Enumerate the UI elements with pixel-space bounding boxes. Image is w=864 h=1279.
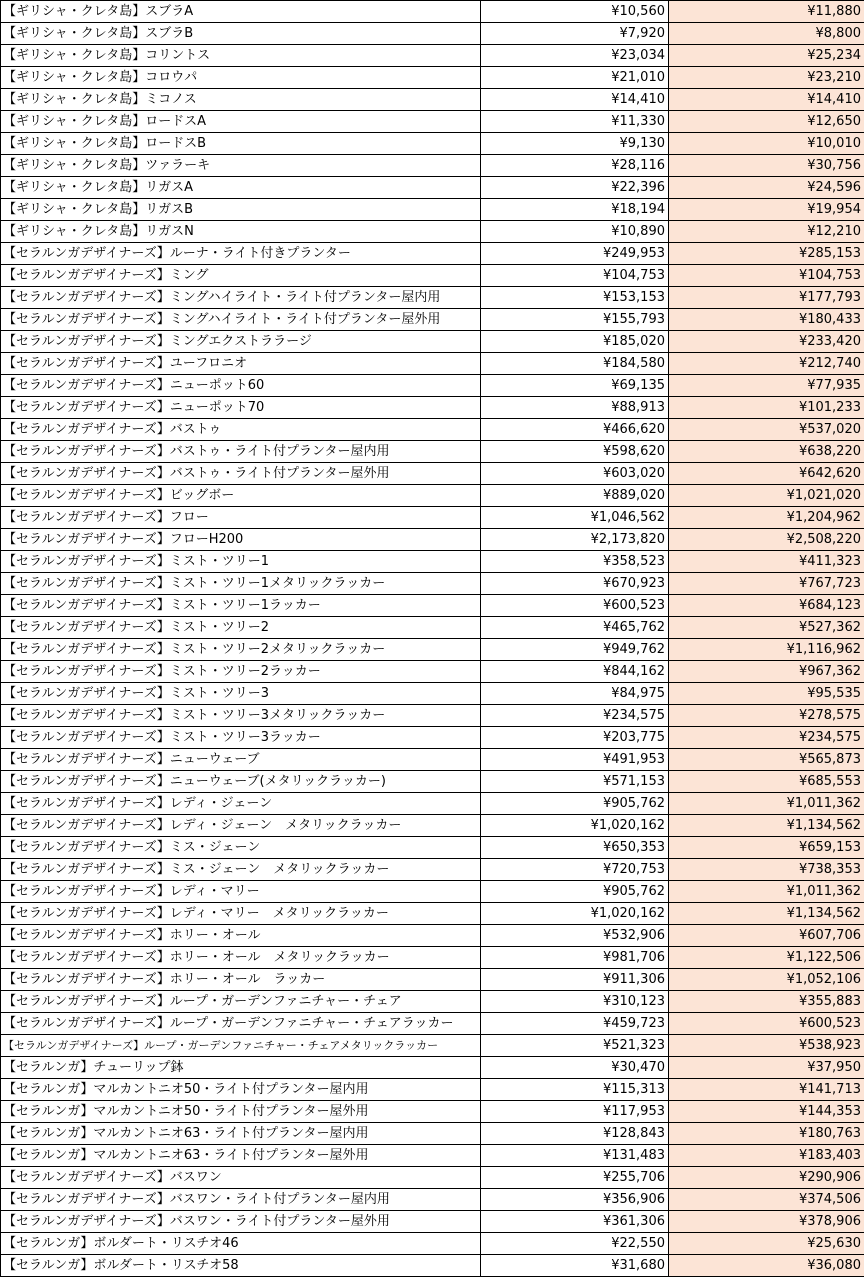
product-name-cell[interactable]: 【セラルンガデザイナーズ】ユーフロニオ xyxy=(1,353,481,375)
product-name-cell[interactable]: 【セラルンガデザイナーズ】ニューポット70 xyxy=(1,397,481,419)
current-price-cell[interactable]: ¥598,620 xyxy=(481,441,669,463)
current-price-cell[interactable]: ¥69,135 xyxy=(481,375,669,397)
table-row xyxy=(1,353,864,375)
new-price-cell[interactable]: ¥738,353 xyxy=(669,859,864,881)
table-row xyxy=(1,23,864,45)
table-row xyxy=(1,881,864,903)
new-price-cell[interactable]: ¥378,906 xyxy=(669,1211,864,1233)
current-price-cell[interactable]: ¥31,680 xyxy=(481,1255,669,1277)
current-price-cell[interactable]: ¥521,323 xyxy=(481,1035,669,1057)
product-name-cell[interactable]: 【セラルンガデザイナーズ】ニューウェーブ xyxy=(1,749,481,771)
current-price-cell[interactable]: ¥600,523 xyxy=(481,595,669,617)
table-row xyxy=(1,529,864,551)
current-price-cell[interactable]: ¥7,920 xyxy=(481,23,669,45)
table-row xyxy=(1,1167,864,1189)
product-name-cell[interactable]: 【セラルンガデザイナーズ】ミスト・ツリー2ラッカー xyxy=(1,661,481,683)
current-price-cell[interactable]: ¥844,162 xyxy=(481,661,669,683)
product-name-cell[interactable]: 【セラルンガデザイナーズ】バストゥ・ライト付プランター屋内用 xyxy=(1,441,481,463)
table-row xyxy=(1,1189,864,1211)
current-price-cell[interactable]: ¥532,906 xyxy=(481,925,669,947)
table-row xyxy=(1,133,864,155)
current-price-cell[interactable]: ¥1,020,162 xyxy=(481,815,669,837)
current-price-cell[interactable]: ¥905,762 xyxy=(481,881,669,903)
product-name-cell[interactable]: 【ギリシャ・クレタ島】スブラB xyxy=(1,23,481,45)
new-price-cell[interactable]: ¥967,362 xyxy=(669,661,864,683)
current-price-cell[interactable]: ¥889,020 xyxy=(481,485,669,507)
table-row xyxy=(1,1123,864,1145)
new-price-cell[interactable]: ¥180,433 xyxy=(669,309,864,331)
current-price-cell[interactable]: ¥234,575 xyxy=(481,705,669,727)
new-price-cell[interactable]: ¥1,011,362 xyxy=(669,881,864,903)
current-price-cell[interactable]: ¥911,306 xyxy=(481,969,669,991)
new-price-cell[interactable]: ¥659,153 xyxy=(669,837,864,859)
current-price-cell[interactable]: ¥9,130 xyxy=(481,133,669,155)
product-name-cell[interactable]: 【ギリシャ・クレタ島】コリントス xyxy=(1,45,481,67)
new-price-cell[interactable]: ¥290,906 xyxy=(669,1167,864,1189)
product-name-cell[interactable]: 【セラルンガデザイナーズ】ミスト・ツリー1ラッカー xyxy=(1,595,481,617)
table-row xyxy=(1,859,864,881)
new-price-cell[interactable]: ¥233,420 xyxy=(669,331,864,353)
product-name-cell[interactable]: 【セラルンガデザイナーズ】ホリー・オール メタリックラッカー xyxy=(1,947,481,969)
product-name-cell[interactable]: 【セラルンガ】マルカントニオ63・ライト付プランター屋外用 xyxy=(1,1145,481,1167)
product-name-cell[interactable]: 【セラルンガデザイナーズ】ミングハイライト・ライト付プランター屋外用 xyxy=(1,309,481,331)
product-name-cell[interactable]: 【セラルンガデザイナーズ】レディ・マリー xyxy=(1,881,481,903)
table-row xyxy=(1,617,864,639)
table-row xyxy=(1,1255,864,1277)
current-price-cell[interactable]: ¥465,762 xyxy=(481,617,669,639)
table-row xyxy=(1,331,864,353)
current-price-cell[interactable]: ¥249,953 xyxy=(481,243,669,265)
new-price-cell[interactable]: ¥24,596 xyxy=(669,177,864,199)
table-row xyxy=(1,1101,864,1123)
new-price-cell[interactable]: ¥101,233 xyxy=(669,397,864,419)
product-name-cell[interactable]: 【セラルンガデザイナーズ】ループ・ガーデンファニチャー・チェアメタリックラッカー xyxy=(1,1035,481,1057)
current-price-cell[interactable]: ¥10,890 xyxy=(481,221,669,243)
new-price-cell[interactable]: ¥36,080 xyxy=(669,1255,864,1277)
product-name-cell[interactable]: 【セラルンガデザイナーズ】ループ・ガーデンファニチャー・チェア xyxy=(1,991,481,1013)
price-table-body xyxy=(1,1,864,1277)
table-row xyxy=(1,595,864,617)
product-name-cell[interactable]: 【セラルンガデザイナーズ】ミスト・ツリー2メタリックラッカー xyxy=(1,639,481,661)
new-price-cell[interactable]: ¥767,723 xyxy=(669,573,864,595)
new-price-cell[interactable]: ¥355,883 xyxy=(669,991,864,1013)
new-price-cell[interactable]: ¥285,153 xyxy=(669,243,864,265)
current-price-cell[interactable]: ¥128,843 xyxy=(481,1123,669,1145)
table-row xyxy=(1,1211,864,1233)
table-row xyxy=(1,991,864,1013)
product-name-cell[interactable]: 【セラルンガデザイナーズ】ミスト・ツリー1 xyxy=(1,551,481,573)
new-price-cell[interactable]: ¥1,134,562 xyxy=(669,815,864,837)
new-price-cell[interactable]: ¥77,935 xyxy=(669,375,864,397)
current-price-cell[interactable]: ¥11,330 xyxy=(481,111,669,133)
current-price-cell[interactable]: ¥203,775 xyxy=(481,727,669,749)
new-price-cell[interactable]: ¥180,763 xyxy=(669,1123,864,1145)
product-name-cell[interactable]: 【セラルンガデザイナーズ】ミスト・ツリー3メタリックラッカー xyxy=(1,705,481,727)
current-price-cell[interactable]: ¥310,123 xyxy=(481,991,669,1013)
current-price-cell[interactable]: ¥2,173,820 xyxy=(481,529,669,551)
product-name-cell[interactable]: 【セラルンガデザイナーズ】フロー xyxy=(1,507,481,529)
table-row xyxy=(1,1035,864,1057)
new-price-cell[interactable]: ¥8,800 xyxy=(669,23,864,45)
new-price-cell[interactable]: ¥374,506 xyxy=(669,1189,864,1211)
table-row xyxy=(1,1,864,23)
table-row xyxy=(1,287,864,309)
table-row xyxy=(1,419,864,441)
current-price-cell[interactable]: ¥603,020 xyxy=(481,463,669,485)
table-row xyxy=(1,111,864,133)
product-name-cell[interactable]: 【セラルンガデザイナーズ】ミスト・ツリー2 xyxy=(1,617,481,639)
product-name-cell[interactable]: 【セラルンガデザイナーズ】レディ・ジェーン メタリックラッカー xyxy=(1,815,481,837)
current-price-cell[interactable]: ¥358,523 xyxy=(481,551,669,573)
table-row xyxy=(1,221,864,243)
product-name-cell[interactable]: 【セラルンガデザイナーズ】ミングハイライト・ライト付プランター屋内用 xyxy=(1,287,481,309)
table-row xyxy=(1,793,864,815)
new-price-cell[interactable]: ¥19,954 xyxy=(669,199,864,221)
product-name-cell[interactable]: 【ギリシャ・クレタ島】リガスN xyxy=(1,221,481,243)
current-price-cell[interactable]: ¥28,116 xyxy=(481,155,669,177)
new-price-cell[interactable]: ¥183,403 xyxy=(669,1145,864,1167)
product-name-cell[interactable]: 【セラルンガデザイナーズ】レディ・ジェーン xyxy=(1,793,481,815)
product-name-cell[interactable]: 【セラルンガデザイナーズ】バスワン xyxy=(1,1167,481,1189)
new-price-cell[interactable]: ¥212,740 xyxy=(669,353,864,375)
table-row xyxy=(1,1057,864,1079)
table-row xyxy=(1,243,864,265)
table-row xyxy=(1,265,864,287)
current-price-cell[interactable]: ¥491,953 xyxy=(481,749,669,771)
new-price-cell[interactable]: ¥177,793 xyxy=(669,287,864,309)
product-name-cell[interactable]: 【セラルンガデザイナーズ】ミス・ジェーン xyxy=(1,837,481,859)
product-name-cell[interactable]: 【セラルンガデザイナーズ】ニューポット60 xyxy=(1,375,481,397)
new-price-cell[interactable]: ¥642,620 xyxy=(669,463,864,485)
product-name-cell[interactable]: 【ギリシャ・クレタ島】リガスA xyxy=(1,177,481,199)
new-price-cell[interactable]: ¥23,210 xyxy=(669,67,864,89)
table-row xyxy=(1,573,864,595)
table-row xyxy=(1,683,864,705)
table-row xyxy=(1,925,864,947)
table-row xyxy=(1,441,864,463)
current-price-cell[interactable]: ¥466,620 xyxy=(481,419,669,441)
new-price-cell[interactable]: ¥14,410 xyxy=(669,89,864,111)
product-name-cell[interactable]: 【セラルンガデザイナーズ】バストゥ・ライト付プランター屋外用 xyxy=(1,463,481,485)
product-name-cell[interactable]: 【セラルンガデザイナーズ】バスワン・ライト付プランター屋外用 xyxy=(1,1211,481,1233)
current-price-cell[interactable]: ¥1,046,562 xyxy=(481,507,669,529)
current-price-cell[interactable]: ¥22,550 xyxy=(481,1233,669,1255)
table-row xyxy=(1,903,864,925)
new-price-cell[interactable]: ¥1,122,506 xyxy=(669,947,864,969)
current-price-cell[interactable]: ¥981,706 xyxy=(481,947,669,969)
new-price-cell[interactable]: ¥1,011,362 xyxy=(669,793,864,815)
table-row xyxy=(1,155,864,177)
product-name-cell[interactable]: 【セラルンガデザイナーズ】ビッグボー xyxy=(1,485,481,507)
new-price-cell[interactable]: ¥2,508,220 xyxy=(669,529,864,551)
table-row xyxy=(1,661,864,683)
current-price-cell[interactable]: ¥650,353 xyxy=(481,837,669,859)
current-price-cell[interactable]: ¥30,470 xyxy=(481,1057,669,1079)
table-row xyxy=(1,837,864,859)
new-price-cell[interactable]: ¥95,535 xyxy=(669,683,864,705)
product-name-cell[interactable]: 【セラルンガ】マルカントニオ63・ライト付プランター屋内用 xyxy=(1,1123,481,1145)
product-name-cell[interactable]: 【セラルンガデザイナーズ】ルーナ・ライト付きプランター xyxy=(1,243,481,265)
table-row xyxy=(1,177,864,199)
new-price-cell[interactable]: ¥607,706 xyxy=(669,925,864,947)
table-row xyxy=(1,45,864,67)
current-price-cell[interactable]: ¥18,194 xyxy=(481,199,669,221)
current-price-cell[interactable]: ¥104,753 xyxy=(481,265,669,287)
product-name-cell[interactable]: 【セラルンガデザイナーズ】ループ・ガーデンファニチャー・チェアラッカー xyxy=(1,1013,481,1035)
new-price-cell[interactable]: ¥278,575 xyxy=(669,705,864,727)
table-row xyxy=(1,771,864,793)
new-price-cell[interactable]: ¥565,873 xyxy=(669,749,864,771)
current-price-cell[interactable]: ¥115,313 xyxy=(481,1079,669,1101)
new-price-cell[interactable]: ¥1,052,106 xyxy=(669,969,864,991)
new-price-cell[interactable]: ¥638,220 xyxy=(669,441,864,463)
new-price-cell[interactable]: ¥141,713 xyxy=(669,1079,864,1101)
new-price-cell[interactable]: ¥600,523 xyxy=(669,1013,864,1035)
table-row xyxy=(1,947,864,969)
table-row xyxy=(1,89,864,111)
new-price-cell[interactable]: ¥25,630 xyxy=(669,1233,864,1255)
current-price-cell[interactable]: ¥571,153 xyxy=(481,771,669,793)
table-row xyxy=(1,375,864,397)
current-price-cell[interactable]: ¥361,306 xyxy=(481,1211,669,1233)
table-row xyxy=(1,1145,864,1167)
new-price-cell[interactable]: ¥1,116,962 xyxy=(669,639,864,661)
table-row xyxy=(1,507,864,529)
new-price-cell[interactable]: ¥1,134,562 xyxy=(669,903,864,925)
product-name-cell[interactable]: 【セラルンガデザイナーズ】ホリー・オール xyxy=(1,925,481,947)
product-name-cell[interactable]: 【セラルンガ】チューリップ鉢 xyxy=(1,1057,481,1079)
table-row xyxy=(1,199,864,221)
table-row xyxy=(1,749,864,771)
product-name-cell[interactable]: 【セラルンガデザイナーズ】レディ・マリー メタリックラッカー xyxy=(1,903,481,925)
table-row xyxy=(1,969,864,991)
current-price-cell[interactable]: ¥949,762 xyxy=(481,639,669,661)
new-price-cell[interactable]: ¥234,575 xyxy=(669,727,864,749)
current-price-cell[interactable]: ¥10,560 xyxy=(481,1,669,23)
table-row xyxy=(1,485,864,507)
new-price-cell[interactable]: ¥37,950 xyxy=(669,1057,864,1079)
current-price-cell[interactable]: ¥117,953 xyxy=(481,1101,669,1123)
new-price-cell[interactable]: ¥11,880 xyxy=(669,1,864,23)
current-price-cell[interactable]: ¥84,975 xyxy=(481,683,669,705)
table-row xyxy=(1,67,864,89)
table-row xyxy=(1,397,864,419)
new-price-cell[interactable]: ¥411,323 xyxy=(669,551,864,573)
current-price-cell[interactable]: ¥720,753 xyxy=(481,859,669,881)
product-name-cell[interactable]: 【セラルンガデザイナーズ】ミスト・ツリー3ラッカー xyxy=(1,727,481,749)
product-name-cell[interactable]: 【セラルンガデザイナーズ】ホリー・オール ラッカー xyxy=(1,969,481,991)
product-name-cell[interactable]: 【ギリシャ・クレタ島】ロードスA xyxy=(1,111,481,133)
product-name-cell[interactable]: 【セラルンガデザイナーズ】フローH200 xyxy=(1,529,481,551)
product-name-cell[interactable]: 【ギリシャ・クレタ島】ロードスB xyxy=(1,133,481,155)
new-price-cell[interactable]: ¥25,234 xyxy=(669,45,864,67)
current-price-cell[interactable]: ¥22,396 xyxy=(481,177,669,199)
new-price-cell[interactable]: ¥12,650 xyxy=(669,111,864,133)
table-row xyxy=(1,551,864,573)
product-name-cell[interactable]: 【ギリシャ・クレタ島】コロウパ xyxy=(1,67,481,89)
current-price-cell[interactable]: ¥184,580 xyxy=(481,353,669,375)
current-price-cell[interactable]: ¥153,153 xyxy=(481,287,669,309)
product-name-cell[interactable]: 【セラルンガデザイナーズ】バストゥ xyxy=(1,419,481,441)
table-row xyxy=(1,815,864,837)
table-row xyxy=(1,1233,864,1255)
current-price-cell[interactable]: ¥14,410 xyxy=(481,89,669,111)
current-price-cell[interactable]: ¥155,793 xyxy=(481,309,669,331)
current-price-cell[interactable]: ¥670,923 xyxy=(481,573,669,595)
product-name-cell[interactable]: 【セラルンガデザイナーズ】ミング xyxy=(1,265,481,287)
current-price-cell[interactable]: ¥459,723 xyxy=(481,1013,669,1035)
current-price-cell[interactable]: ¥88,913 xyxy=(481,397,669,419)
product-name-cell[interactable]: 【ギリシャ・クレタ島】ツァラーキ xyxy=(1,155,481,177)
new-price-cell[interactable]: ¥684,123 xyxy=(669,595,864,617)
new-price-cell[interactable]: ¥144,353 xyxy=(669,1101,864,1123)
new-price-cell[interactable]: ¥1,021,020 xyxy=(669,485,864,507)
current-price-cell[interactable]: ¥185,020 xyxy=(481,331,669,353)
new-price-cell[interactable]: ¥30,756 xyxy=(669,155,864,177)
new-price-cell[interactable]: ¥537,020 xyxy=(669,419,864,441)
table-row xyxy=(1,705,864,727)
current-price-cell[interactable]: ¥255,706 xyxy=(481,1167,669,1189)
product-name-cell[interactable]: 【セラルンガデザイナーズ】バスワン・ライト付プランター屋内用 xyxy=(1,1189,481,1211)
table-row xyxy=(1,463,864,485)
new-price-cell[interactable]: ¥1,204,962 xyxy=(669,507,864,529)
current-price-cell[interactable]: ¥23,034 xyxy=(481,45,669,67)
new-price-cell[interactable]: ¥685,553 xyxy=(669,771,864,793)
product-name-cell[interactable]: 【セラルンガデザイナーズ】ミスト・ツリー3 xyxy=(1,683,481,705)
current-price-cell[interactable]: ¥905,762 xyxy=(481,793,669,815)
table-row xyxy=(1,1079,864,1101)
table-row xyxy=(1,639,864,661)
product-name-cell[interactable]: 【ギリシャ・クレタ島】スブラA xyxy=(1,1,481,23)
new-price-cell[interactable]: ¥10,010 xyxy=(669,133,864,155)
table-row xyxy=(1,727,864,749)
table-row xyxy=(1,309,864,331)
new-price-cell[interactable]: ¥538,923 xyxy=(669,1035,864,1057)
current-price-cell[interactable]: ¥21,010 xyxy=(481,67,669,89)
current-price-cell[interactable]: ¥1,020,162 xyxy=(481,903,669,925)
new-price-cell[interactable]: ¥527,362 xyxy=(669,617,864,639)
product-name-cell[interactable]: 【ギリシャ・クレタ島】ミコノス xyxy=(1,89,481,111)
product-name-cell[interactable]: 【セラルンガデザイナーズ】ニューウェーブ(メタリックラッカー) xyxy=(1,771,481,793)
product-name-cell[interactable]: 【ギリシャ・クレタ島】リガスB xyxy=(1,199,481,221)
product-name-cell[interactable]: 【セラルンガデザイナーズ】ミングエクストララージ xyxy=(1,331,481,353)
product-name-cell[interactable]: 【セラルンガ】マルカントニオ50・ライト付プランター屋外用 xyxy=(1,1101,481,1123)
new-price-cell[interactable]: ¥12,210 xyxy=(669,221,864,243)
current-price-cell[interactable]: ¥356,906 xyxy=(481,1189,669,1211)
new-price-cell[interactable]: ¥104,753 xyxy=(669,265,864,287)
product-name-cell[interactable]: 【セラルンガデザイナーズ】ミス・ジェーン メタリックラッカー xyxy=(1,859,481,881)
product-name-cell[interactable]: 【セラルンガ】ボルダート・リスチオ58 xyxy=(1,1255,481,1277)
table-row xyxy=(1,1013,864,1035)
current-price-cell[interactable]: ¥131,483 xyxy=(481,1145,669,1167)
product-name-cell[interactable]: 【セラルンガ】ボルダート・リスチオ46 xyxy=(1,1233,481,1255)
product-name-cell[interactable]: 【セラルンガ】マルカントニオ50・ライト付プランター屋内用 xyxy=(1,1079,481,1101)
product-name-cell[interactable]: 【セラルンガデザイナーズ】ミスト・ツリー1メタリックラッカー xyxy=(1,573,481,595)
